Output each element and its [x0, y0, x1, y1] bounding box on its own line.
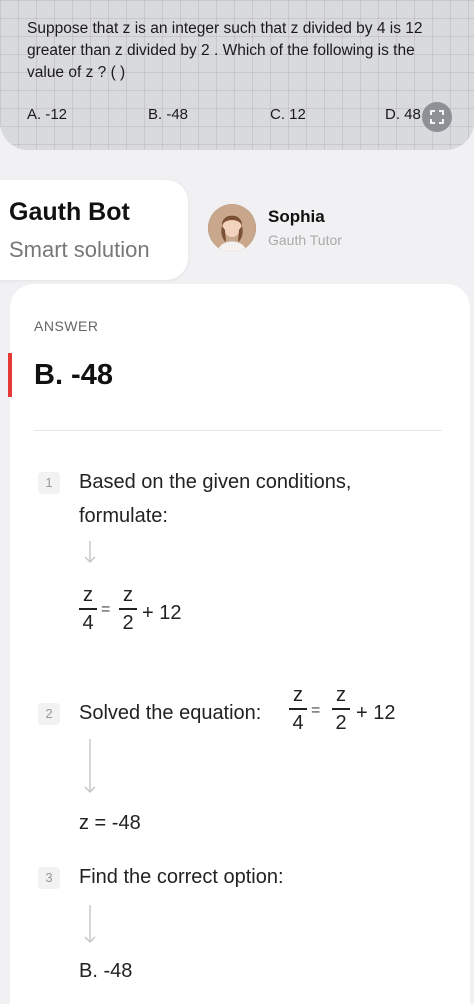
expand-icon	[430, 110, 444, 124]
answer-label: ANSWER	[34, 318, 99, 334]
tutor-photo-icon	[208, 204, 256, 252]
option-c: C. 12	[270, 106, 306, 123]
fraction: z 2	[332, 682, 350, 736]
answer-accent-bar	[8, 353, 12, 397]
final-answer: B. -48	[79, 960, 133, 982]
step-number: 1	[38, 472, 60, 494]
divider	[34, 430, 442, 431]
tutor-name: Sophia	[268, 207, 325, 226]
option-b: B. -48	[148, 106, 189, 123]
step-text: Solved the equation:	[79, 702, 262, 724]
tutor-role: Gauth Tutor	[268, 232, 342, 248]
plus-twelve: + 12	[142, 602, 182, 624]
arrow-down-icon	[84, 540, 96, 564]
bot-subtitle: Smart solution	[9, 237, 150, 262]
step-text: Based on the given conditions, formulate:	[79, 471, 352, 527]
arrow-down-icon	[84, 904, 96, 944]
arrow-down-icon	[84, 738, 96, 794]
equals-sign: =	[311, 702, 321, 719]
answer-value: B. -48	[34, 359, 113, 391]
question-card	[0, 0, 474, 150]
step-number: 3	[38, 867, 60, 889]
question-options	[27, 104, 457, 128]
equation-result: z = -48	[79, 812, 141, 834]
plus-twelve: + 12	[356, 702, 396, 724]
question-text: Suppose that z is an integer such that z divided by 4 is 12 greater than z divided by 2 . Which of the following is the value of z ? ( )	[27, 20, 423, 81]
fraction: z 4	[79, 582, 97, 636]
tab-tutor[interactable]	[208, 204, 408, 254]
step-number: 2	[38, 703, 60, 725]
expand-button[interactable]	[422, 102, 452, 132]
tab-gauth-bot[interactable]	[0, 180, 188, 280]
option-d: D. 48	[385, 106, 421, 123]
fraction: z 4	[289, 682, 307, 736]
answer-panel	[10, 284, 470, 1004]
bot-title: Gauth Bot	[9, 198, 130, 226]
step-text: Find the correct option:	[79, 866, 284, 888]
equals-sign: =	[101, 601, 111, 618]
option-a: A. -12	[27, 106, 68, 123]
fraction: z 2	[119, 582, 137, 636]
avatar	[208, 204, 256, 252]
